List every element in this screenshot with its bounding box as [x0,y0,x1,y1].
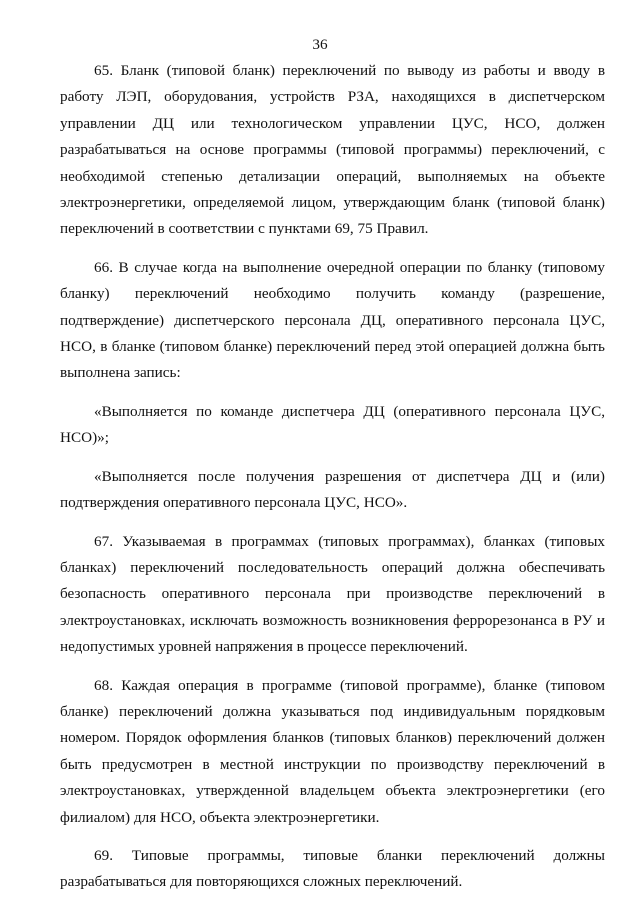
paragraph-66: 66. В случае когда на выполнение очередной операции по бланку (типовому бланку) переключений необходимо получить команду (разрешение, подтверждение) диспетчерского персонала ДЦ, оперативного персонала ЦУС, НСО, в бланке (типовом бланке) переключений перед этой операцией должна быть выполнена запись: [60,258,605,382]
quote-command: «Выполняется по команде диспетчера ДЦ (оперативного персонала ЦУС, НСО)»; [60,402,605,447]
paragraph-68: 68. Каждая операция в программе (типовой программе), бланке (типовом бланке) переключений должна указываться под индивидуальным порядковым номером. Порядок оформления бланков (типовых бланков) переключений должен быть предусмотрен в местной инструкции по производству переключений в электроустановках, утвержденной владельцем объекта электроэнергетики (его филиалом) для НСО, объекта электроэнергетики. [60,676,605,826]
paragraph-69: 69. Типовые программы, типовые бланки переключений должны разрабатываться для повторяющихся сложных переключений. [60,846,605,891]
quote-permission: «Выполняется после получения разрешения от диспетчера ДЦ и (или) подтверждения оперативного персонала ЦУС, НСО». [60,467,605,512]
page-number: 36 [312,36,328,53]
document-body [60,58,605,908]
paragraph-65: 65. Бланк (типовой бланк) переключений по выводу из работы и вводу в работу ЛЭП, оборудования, устройств РЗА, находящихся в диспетчерском управлении ДЦ или технологическом управлении ЦУС, НСО, должен разрабатываться на основе программы (типовой программы) переключений, с необходимой степенью детализации операций, выполняемых на объекте электроэнергетики, определяемой лицом, утверждающим бланк (типовой бланк) переключений в соответствии с пунктами 69, 75 Правил. [60,62,605,238]
paragraph-67: 67. Указываемая в программах (типовых программах), бланках (типовых бланках) переключений последовательность операций должна обеспечивать безопасность оперативного персонала при производстве переключений в электроустановках, исключать возможность возникновения феррорезонанса в РУ и недопустимых уровней напряжения в процессе переключений. [60,532,605,656]
